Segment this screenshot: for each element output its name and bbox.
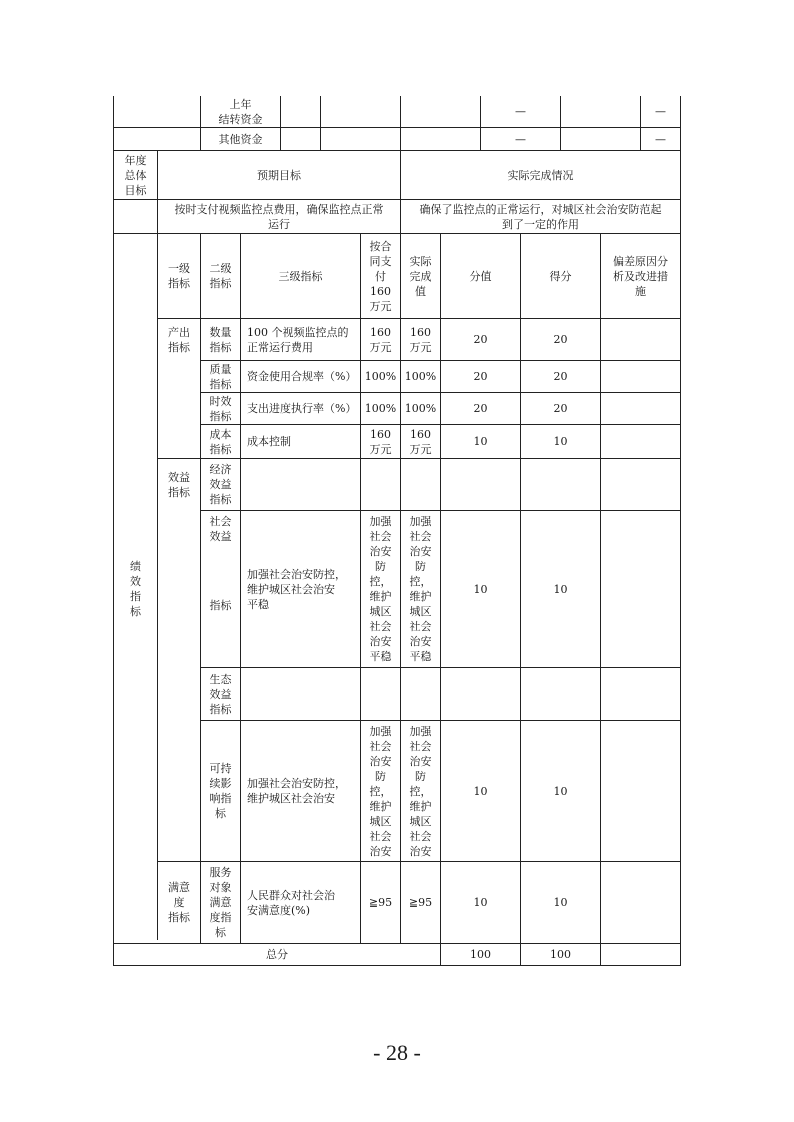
satisfaction-indicator-label: 满意 度 指标: [168, 881, 190, 924]
social-score: 10: [553, 582, 568, 596]
social-l3: 加强社会治安防控， 维护城区社会治安 平稳: [247, 567, 346, 611]
col-deviation-header: 偏差原因分 析及改进措 施: [613, 254, 668, 298]
col-level2-header: 二级 指标: [209, 262, 232, 290]
output-indicator-label: 产出 指标: [168, 325, 190, 354]
timeliness-contract: 100%: [364, 402, 397, 415]
annual-goal-label: 年度 总体 目标: [124, 153, 147, 197]
timeliness-actual: 100%: [404, 402, 437, 415]
rule: [600, 233, 601, 965]
cost-contract: 160 万元: [369, 427, 392, 456]
sustainable-l3: 加强社会治安防控， 维护城区社会治安: [247, 777, 346, 805]
social-l2-top: 社会 效益: [209, 515, 232, 543]
other-dash: —: [515, 132, 526, 146]
satisfaction-l3: 人民群众对社会治 安满意度(%): [247, 888, 335, 917]
satisfaction-actual: ≧95: [408, 896, 433, 909]
col-score-value-header: 分值: [469, 269, 492, 283]
quality-l2: 质量 指标: [209, 362, 232, 391]
social-value: 10: [473, 582, 488, 596]
cost-value: 10: [473, 435, 488, 448]
quantity-value: 20: [473, 333, 488, 346]
expected-goal-header: 预期目标: [257, 168, 301, 182]
col-level1-header: 一级 指标: [168, 262, 190, 290]
social-actual: 加强 社会 治安 防 控， 维护 城区 社会 治安 平稳: [409, 515, 432, 663]
sustainable-actual: 加强 社会 治安 防 控， 维护 城区 社会 治安: [409, 724, 432, 858]
satisfaction-l2: 服务 对象 满意 度指 标: [209, 866, 232, 939]
carryover-funds-label: 上年 结转资金: [218, 97, 263, 126]
quality-contract: 100%: [364, 370, 397, 383]
economic-l2: 经济 效益 指标: [209, 463, 232, 506]
sustainable-score: 10: [553, 784, 568, 798]
other-dash: —: [655, 132, 666, 146]
quantity-l2: 数量 指标: [209, 325, 232, 354]
timeliness-l3: 支出进度执行率（%）: [247, 402, 357, 415]
quality-l3: 资金使用合规率（%）: [247, 370, 357, 383]
carryover-dash: —: [515, 105, 526, 118]
rule: [113, 965, 681, 966]
timeliness-value: 20: [473, 402, 488, 415]
social-contract: 加强 社会 治安 防 控， 维护 城区 社会 治安 平稳: [369, 515, 392, 663]
sustainable-l2: 可持 续影 响指 标: [209, 762, 232, 820]
timeliness-score: 20: [553, 402, 568, 415]
carryover-dash: —: [655, 105, 666, 118]
quantity-contract: 160 万元: [369, 325, 392, 354]
cost-score: 10: [553, 435, 568, 448]
rule: [680, 96, 681, 966]
ecological-l2: 生态 效益 指标: [209, 672, 232, 716]
col-contract-header: 按合 同支 付 160 万元: [369, 239, 392, 313]
satisfaction-score: 10: [553, 896, 568, 909]
sustainable-contract: 加强 社会 治安 防 控， 维护 城区 社会 治安: [369, 724, 392, 858]
quantity-score: 20: [553, 333, 568, 346]
total-score: 100: [550, 948, 571, 961]
quality-score: 20: [553, 370, 568, 383]
total-label: 总分: [266, 948, 288, 961]
quality-value: 20: [473, 370, 488, 383]
social-l2-bottom: 指标: [209, 598, 232, 612]
satisfaction-contract: ≧95: [368, 896, 393, 909]
sustainable-value: 10: [473, 784, 488, 798]
actual-completion-header: 实际完成情况: [507, 168, 574, 182]
cost-actual: 160 万元: [409, 427, 432, 456]
page-number: - 28 -: [373, 1040, 421, 1065]
rule: [560, 96, 561, 150]
actual-completion-text: 确保了监控点的正常运行，对城区社会治安防范起 到了一定的作用: [419, 202, 662, 231]
benefit-indicator-label: 效益 指标: [168, 471, 190, 499]
expected-goal-text: 按时支付视频监控点费用，确保监控点正常 运行: [174, 202, 384, 231]
col-score-header: 得分: [549, 269, 572, 283]
col-actual-header: 实际 完成 值: [409, 254, 432, 298]
quality-actual: 100%: [404, 370, 437, 383]
col-level3-header: 三级指标: [278, 269, 323, 283]
timeliness-l2: 时效 指标: [209, 394, 232, 423]
quantity-l3: 100 个视频监控点的 正常运行费用: [247, 325, 349, 354]
other-funds-label: 其他资金: [218, 132, 263, 146]
total-value: 100: [470, 948, 491, 961]
satisfaction-value: 10: [473, 896, 488, 909]
quantity-actual: 160 万元: [409, 325, 432, 354]
cost-l2: 成本 指标: [209, 427, 232, 456]
rule: [280, 96, 281, 150]
rule: [320, 96, 321, 150]
performance-indicator-label: 绩 效 指 标: [130, 559, 141, 618]
cost-l3: 成本控制: [247, 435, 291, 448]
rule: [113, 127, 681, 128]
